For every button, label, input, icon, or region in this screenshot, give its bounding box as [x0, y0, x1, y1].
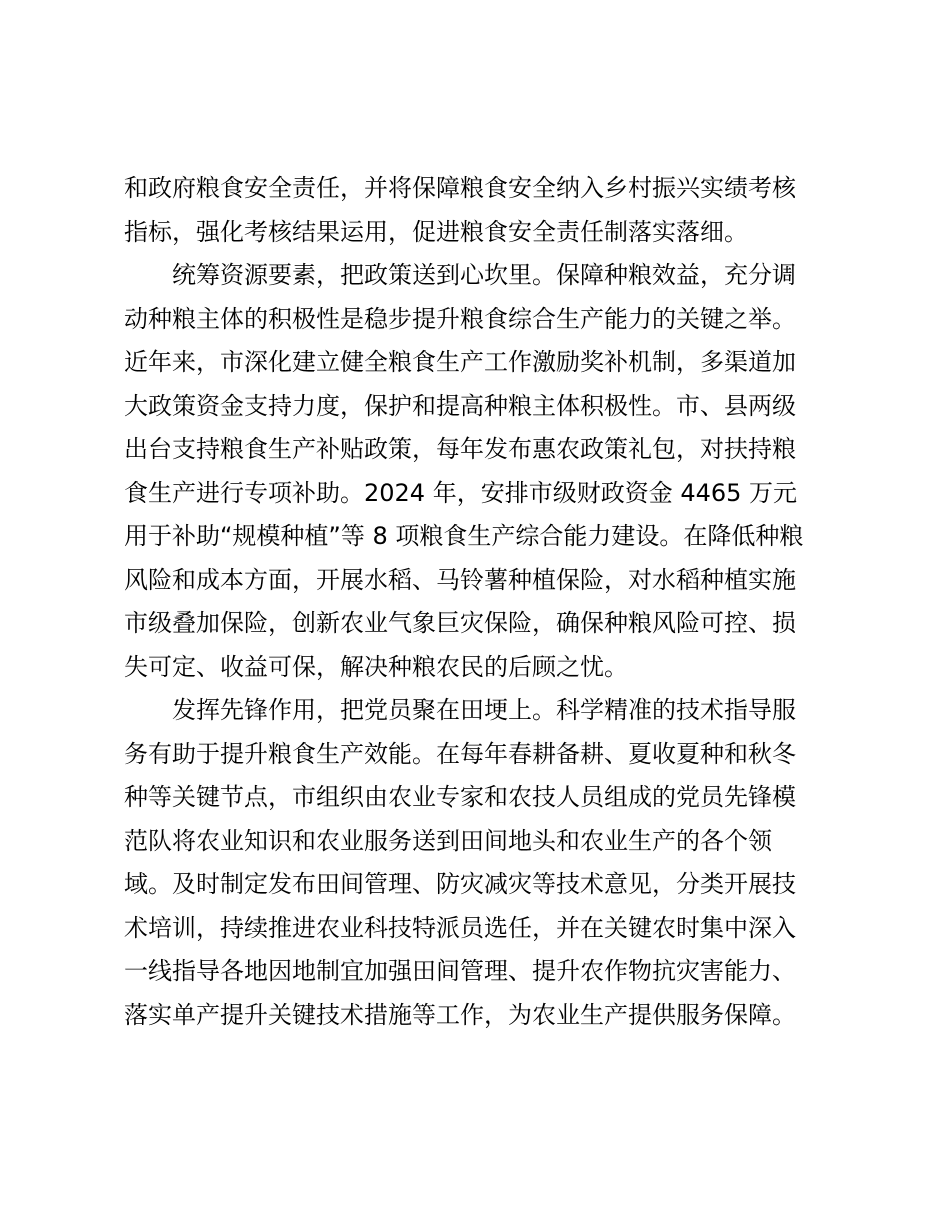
paragraph-start-line: 统筹资源要素，把政策送到心坎里。保障种粮效益，充分调 — [172, 261, 796, 289]
text-line: 和政府粮食安全责任，并将保障粮食安全纳入乡村振兴实绩考核 — [124, 174, 796, 202]
paragraph-start-line: 发挥先锋作用，把党员聚在田埂上。科学精准的技术指导服 — [172, 696, 796, 724]
body-text — [124, 167, 824, 1037]
text-line: 落实单产提升关键技术措施等工作，为农业生产提供服务保障。 — [124, 1000, 796, 1029]
text-line: 一线指导各地因地制宜加强田间管理、提升农作物抗灾害能力、 — [124, 957, 796, 985]
text-line: 风险和成本方面，开展水稻、马铃薯种植保险，对水稻种植实施 — [124, 565, 796, 594]
text-line: 种等关键节点，市组织由农业专家和农技人员组成的党员先锋模 — [124, 783, 796, 811]
text-line: 市级叠加保险，创新农业气象巨灾保险，确保种粮风险可控、损 — [124, 609, 796, 637]
text-line: 大政策资金支持力度，保护和提高种粮主体积极性。市、县两级 — [124, 391, 796, 420]
text-line: 动种粮主体的积极性是稳步提升粮食综合生产能力的关键之举。 — [124, 304, 796, 333]
text-line: 指标，强化考核结果运用，促进粮食安全责任制落实落细。 — [124, 217, 748, 246]
text-line: 域。及时制定发布田间管理、防灾减灾等技术意见，分类开展技 — [124, 870, 796, 898]
text-line: 术培训，持续推进农业科技特派员选任，并在关键农时集中深入 — [124, 913, 796, 942]
text-line: 务有助于提升粮食生产效能。在每年春耕备耕、夏收夏种和秋冬 — [124, 739, 796, 768]
text-line: 范队将农业知识和农业服务送到田间地头和农业生产的各个领 — [124, 826, 772, 855]
text-line: 出台支持粮食生产补贴政策，每年发布惠农政策礼包，对扶持粮 — [124, 435, 796, 463]
text-line: 近年来，市深化建立健全粮食生产工作激励奖补机制，多渠道加 — [124, 348, 796, 376]
text-line: 失可定、收益可保，解决种粮农民的后顾之忧。 — [124, 652, 628, 681]
text-line: 食生产进行专项补助。2024 年，安排市级财政资金 4465 万元 — [124, 478, 798, 507]
text-line: 用于补助“规模种植”等 8 项粮食生产综合能力建设。在降低种粮 — [124, 522, 804, 550]
